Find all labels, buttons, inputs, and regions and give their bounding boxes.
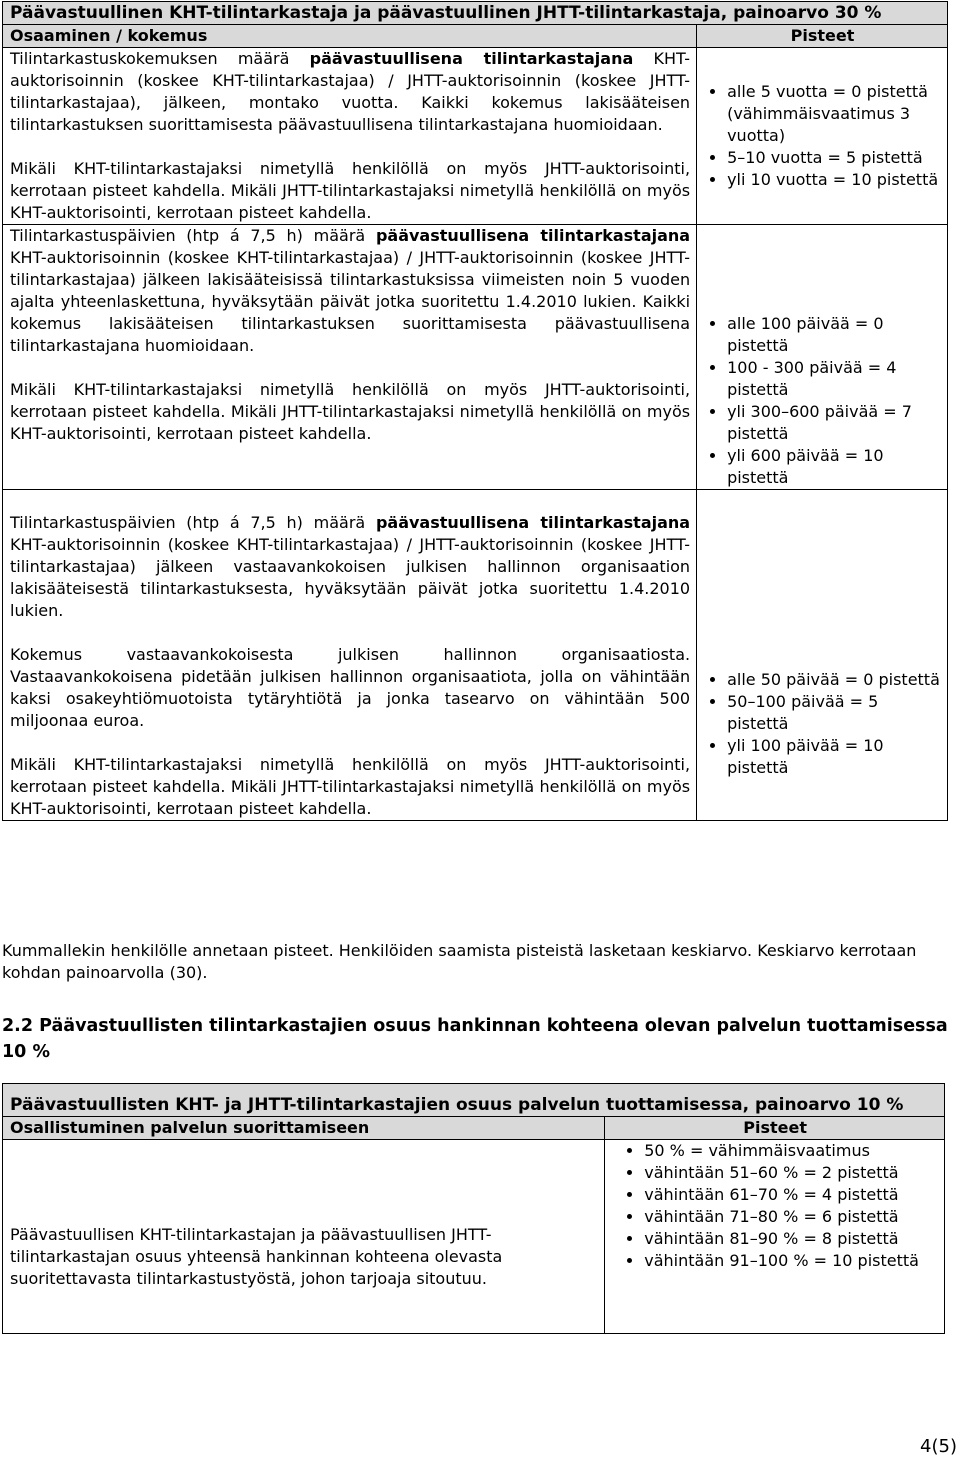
table1-title: Päävastuullinen KHT-tilintarkastaja ja päävastuullinen JHTT-tilintarkastaja, painoarvo 30 % — [3, 2, 948, 25]
list-item: • vähintään 61–70 % = 4 pistettä — [644, 1184, 938, 1206]
multiplier-note: Mikäli KHT-tilintarkastajaksi nimetyllä henkilöllä on myös JHTT-auktorisointi, kerrotaan pisteet kahdella. Mikäli JHTT-tilintarkastajaksi nimetyllä henkilöllä on myös KHT-auktorisointi, kerrotaan pisteet kahdella. — [10, 159, 691, 222]
list-item: • yli 300–600 päivää = 7 pistettä — [727, 401, 941, 445]
multiplier-note: Mikäli KHT-tilintarkastajaksi nimetyllä henkilöllä on myös JHTT-auktorisointi, kerrotaan pisteet kahdella. Mikäli JHTT-tilintarkastajaksi nimetyllä henkilöllä on myös KHT-auktorisointi, kerrotaan pisteet kahdella. — [10, 380, 691, 443]
table-row — [3, 1140, 945, 1334]
list-item: • yli 100 päivää = 10 pistettä — [727, 735, 941, 779]
list-item: • 5–10 vuotta = 5 pistettä — [727, 147, 941, 169]
list-item: • 100 - 300 päivää = 4 pistettä — [727, 357, 941, 401]
points-list — [700, 313, 941, 489]
table2-header-points: Pisteet — [605, 1117, 945, 1140]
list-item: • yli 10 vuotta = 10 pistettä — [727, 169, 941, 191]
points-cell — [697, 225, 948, 490]
points-list — [700, 669, 941, 779]
list-item: • 50–100 päivää = 5 pistettä — [727, 691, 941, 735]
list-item: • alle 5 vuotta = 0 pistettä (vähimmäisvaatimus 3 vuotta) — [727, 81, 941, 147]
organisation-size-note: Kokemus vastaavankokoisesta julkisen hallinnon organisaatiosta. Vastaavankokoisena pidetään julkisen hallinnon organisaatiota, jolla on vähintään kaksi osakeyhtiömuotoista tytäryhtiötä ja jonka tasearvo on vähintään 500 miljoonaa euroa. — [10, 645, 691, 730]
list-item: • alle 100 päivää = 0 pistettä — [727, 313, 941, 357]
points-cell — [605, 1140, 945, 1334]
table2-header-participation: Osallistuminen palvelun suorittamiseen — [3, 1117, 605, 1140]
table1-header-experience: Osaaminen / kokemus — [3, 25, 697, 48]
criteria-paragraph: Tilintarkastuspäivien (htp á 7,5 h) määrä päävastuullisena tilintarkastajana KHT-auktorisoinnin (koskee KHT-tilintarkastajaa) / JHTT-auktorisoinnin (koskee JHTT-tilintarkastajaa) jälkeen vastaavankokoisen julkisen hallinnon organisaation lakisääteisestä tilintarkastuksesta, hyväksytään päivät jotka suoritettu 1.4.2010 lukien. — [10, 513, 691, 620]
experience-scoring-table — [2, 1, 948, 821]
list-item: • 50 % = vähimmäisvaatimus — [644, 1140, 938, 1162]
criteria-cell — [3, 48, 697, 225]
list-item: • vähintään 91–100 % = 10 pistettä — [644, 1250, 938, 1272]
points-cell — [697, 490, 948, 821]
list-item: • vähintään 51–60 % = 2 pistettä — [644, 1162, 938, 1184]
points-list — [700, 81, 941, 191]
criteria-paragraph: Tilintarkastuskokemuksen määrä päävastuullisena tilintarkastajana KHT-auktorisoinnin (koskee KHT-tilintarkastajaa) / JHTT-auktorisoinnin (koskee JHTT-tilintarkastajaa), jälkeen, montako vuotta. Kaikki kokemus lakisääteisen tilintarkastuksen suorittamisesta päävastuullisena tilintarkastajana huomioidaan. — [10, 49, 691, 134]
table-row — [3, 225, 948, 490]
multiplier-note: Mikäli KHT-tilintarkastajaksi nimetyllä henkilöllä on myös JHTT-auktorisointi, kerrotaan pisteet kahdella. Mikäli JHTT-tilintarkastajaksi nimetyllä henkilöllä on myös KHT-auktorisointi, kerrotaan pisteet kahdella. — [10, 755, 691, 818]
points-list — [617, 1140, 938, 1272]
averaging-note: Kummallekin henkilölle annetaan pisteet. Henkilöiden saamista pisteistä lasketaan keskiarvo. Keskiarvo kerrotaan kohdan painoarvolla (30). — [2, 941, 917, 982]
list-item: • yli 600 päivää = 10 pistettä — [727, 445, 941, 489]
description-cell — [3, 1140, 605, 1334]
points-cell — [697, 48, 948, 225]
page-number: 4(5) — [920, 1436, 957, 1457]
list-item: • vähintään 71–80 % = 6 pistettä — [644, 1206, 938, 1228]
participation-scoring-table — [2, 1083, 945, 1334]
section-heading: 2.2 Päävastuullisten tilintarkastajien osuus hankinnan kohteena olevan palvelun tuottamisessa 10 % — [2, 1016, 948, 1062]
table1-header-points: Pisteet — [697, 25, 948, 48]
list-item: • vähintään 81–90 % = 8 pistettä — [644, 1228, 938, 1250]
criteria-paragraph: Tilintarkastuspäivien (htp á 7,5 h) määrä päävastuullisena tilintarkastajana KHT-auktorisoinnin (koskee KHT-tilintarkastajaa) / JHTT-auktorisoinnin (koskee JHTT-tilintarkastajaa) jälkeen lakisääteisissä tilintarkastuksissa viimeisten noin 5 vuoden ajalta yhteenlaskettuna, hyväksytään päivät jotka suoritettu 1.4.2010 lukien. Kaikki kokemus lakisääteisen tilintarkastuksen suorittamisesta päävastuullisena tilintarkastajana huomioidaan. — [10, 226, 691, 355]
table-row — [3, 490, 948, 821]
list-item: • alle 50 päivää = 0 pistettä — [727, 669, 941, 691]
participation-description: Päävastuullisen KHT-tilintarkastajan ja päävastuullisen JHTT-tilintarkastajan osuus yhteensä hankinnan kohteena olevasta suoritettavasta tilintarkastustyöstä, johon tarjoaja sitoutuu. — [10, 1225, 503, 1288]
table2-title: Päävastuullisten KHT- ja JHTT-tilintarkastajien osuus palvelun tuottamisessa, painoarvo 10 % — [3, 1084, 945, 1117]
criteria-cell — [3, 225, 697, 490]
criteria-cell — [3, 490, 697, 821]
table-row — [3, 48, 948, 225]
